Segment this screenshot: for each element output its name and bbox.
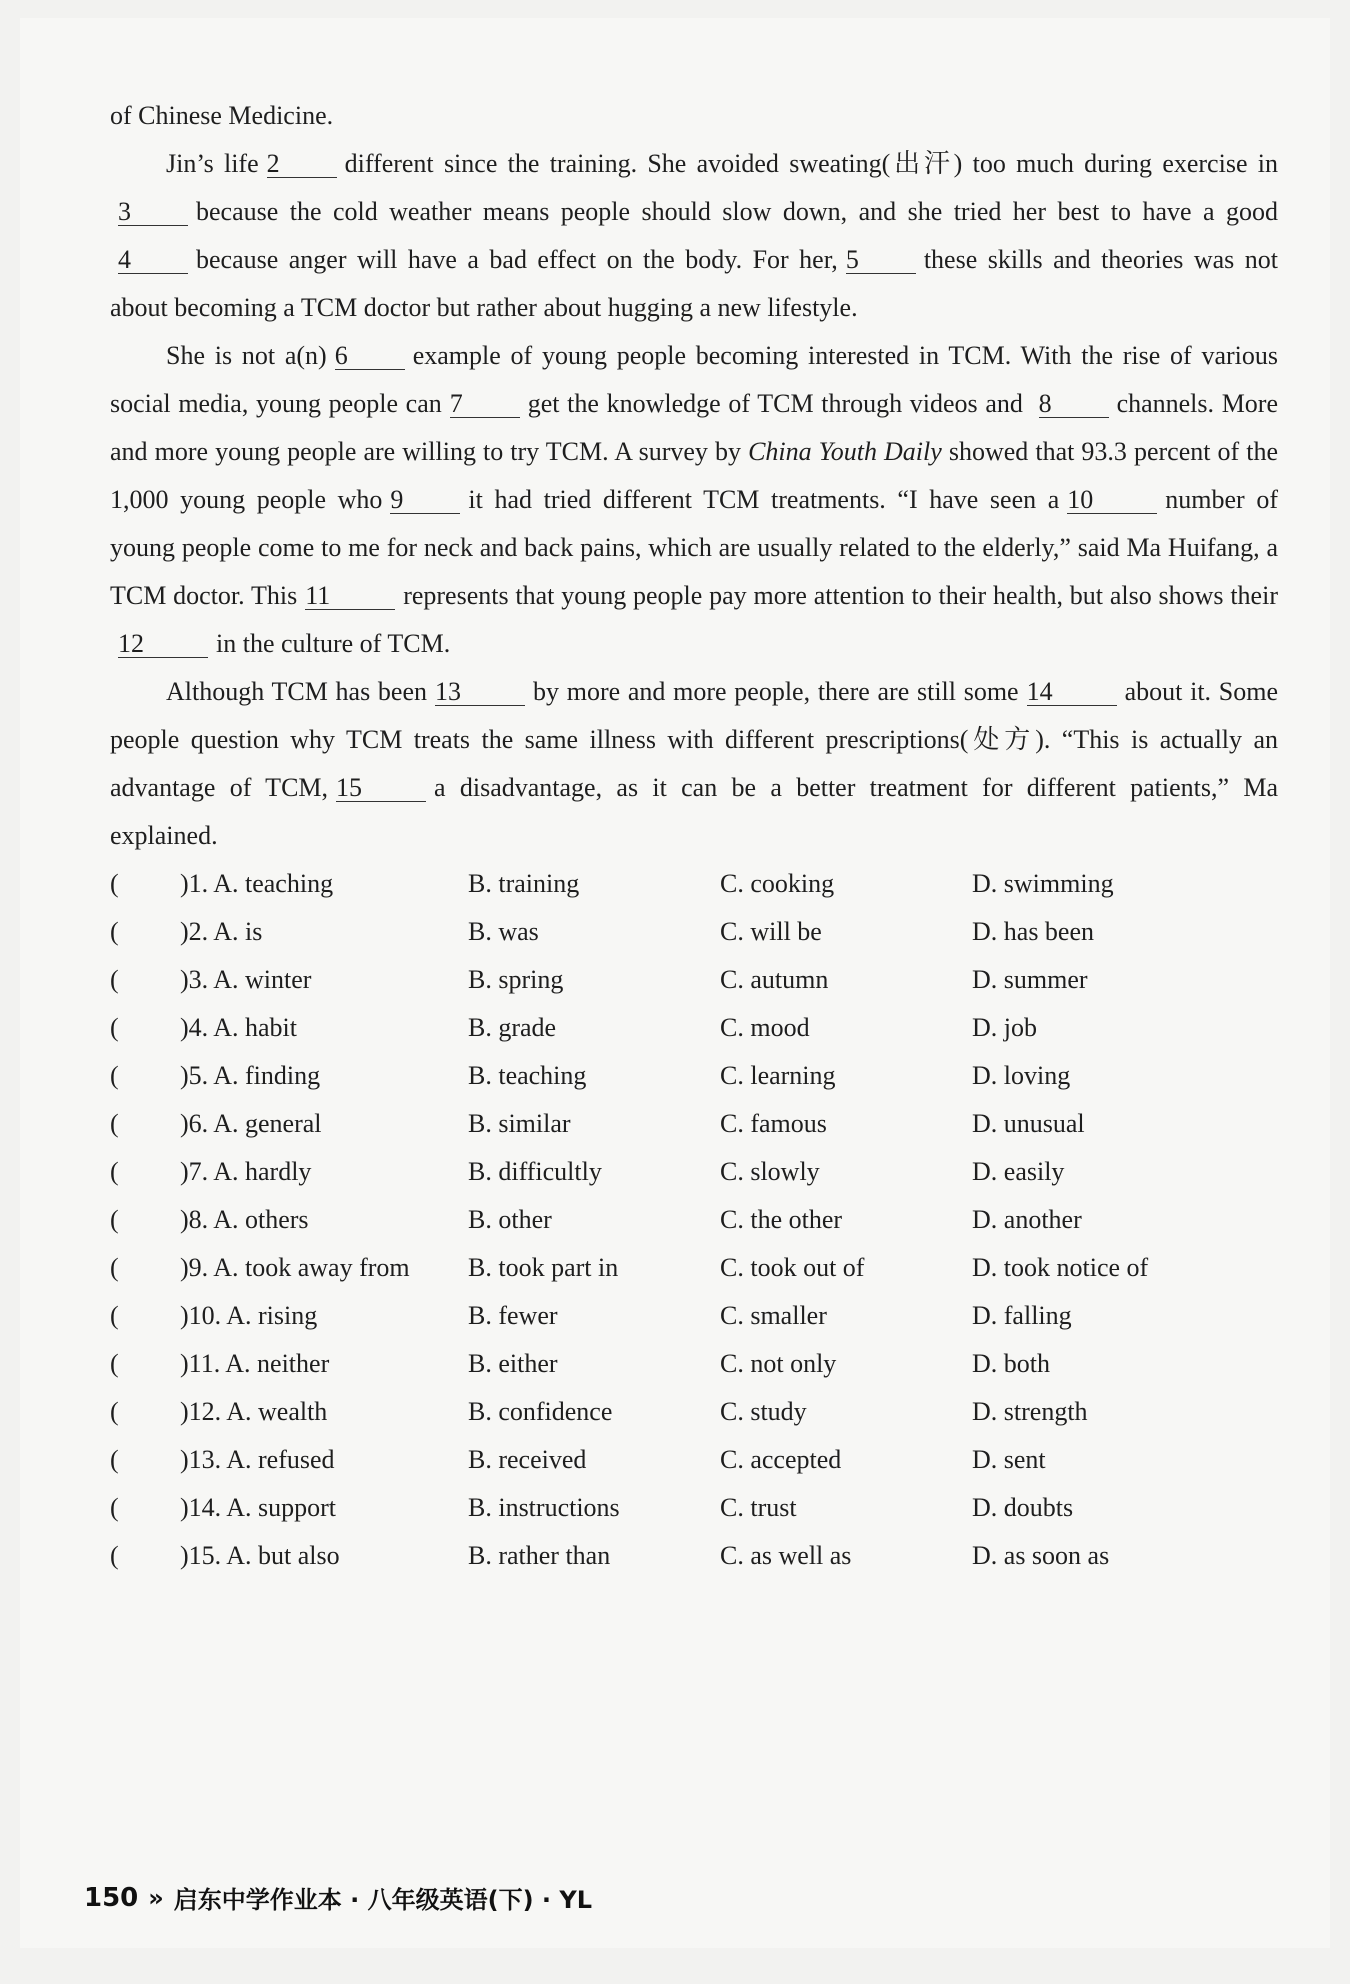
paragraph-text: because anger will have a bad effect on the body. For her, <box>196 245 838 274</box>
blank-3: 3 <box>118 199 188 226</box>
option-d: D. unusual <box>972 1109 1085 1138</box>
paragraph-text: because the cold weather means people should slow down, and she tried her best to have a good <box>196 197 1278 226</box>
option-c: C. mood <box>720 1013 810 1042</box>
option-b: B. spring <box>468 965 564 994</box>
option-c: C. the other <box>720 1205 843 1234</box>
option-b: B. was <box>468 917 539 946</box>
option-d: D. doubts <box>972 1493 1074 1522</box>
option-c: C. will be <box>720 917 822 946</box>
blank-11: 11 <box>305 583 395 610</box>
option-row <box>110 1100 1278 1148</box>
paren-open: ( <box>110 1445 119 1474</box>
answer-paren[interactable] <box>110 1244 180 1292</box>
book-title: 启东中学作业本 · 八年级英语(下) · YL <box>173 1886 593 1914</box>
answer-paren[interactable] <box>110 1388 180 1436</box>
paragraph-0 <box>110 92 1278 140</box>
option-a: )7. A. hardly <box>180 1157 312 1186</box>
paragraph-text: different since the training. She avoided sweating(出汗) too much during exercise in <box>344 149 1278 178</box>
paren-open: ( <box>110 1013 119 1042</box>
option-a: )10. A. rising <box>180 1301 318 1330</box>
answer-paren[interactable] <box>110 1148 180 1196</box>
option-a: )5. A. finding <box>180 1061 321 1090</box>
option-c: C. famous <box>720 1109 827 1138</box>
option-d: D. as soon as <box>972 1541 1110 1570</box>
option-b: B. received <box>468 1445 587 1474</box>
source-title: China Youth Daily <box>748 437 942 466</box>
answer-paren[interactable] <box>110 1292 180 1340</box>
options-list <box>110 860 1278 1580</box>
paragraph-text: about it. Some people question why TCM treats the same illness with different prescriptions(处方). “This is actually an advantage of TCM, <box>110 677 1278 802</box>
option-b: B. difficultly <box>468 1157 602 1186</box>
option-d: D. both <box>972 1349 1050 1378</box>
answer-paren[interactable] <box>110 1196 180 1244</box>
blank-2: 2 <box>267 151 337 178</box>
page-number: 150 <box>84 1882 139 1913</box>
paragraph-text: in the culture of TCM. <box>216 629 451 658</box>
option-row <box>110 1532 1278 1580</box>
option-row <box>110 1004 1278 1052</box>
paren-open: ( <box>110 1541 119 1570</box>
option-c: C. autumn <box>720 965 829 994</box>
option-b: B. similar <box>468 1109 571 1138</box>
paren-open: ( <box>110 917 119 946</box>
option-c: C. trust <box>720 1493 797 1522</box>
option-a: )6. A. general <box>180 1109 322 1138</box>
option-row <box>110 1244 1278 1292</box>
paren-open: ( <box>110 869 119 898</box>
option-row <box>110 908 1278 956</box>
option-c: C. not only <box>720 1349 837 1378</box>
paren-open: ( <box>110 1205 119 1234</box>
option-d: D. loving <box>972 1061 1071 1090</box>
page <box>20 18 1330 1948</box>
paragraph-text: showed that 93.3 percent of the 1,000 young people who <box>110 437 1278 514</box>
option-a: )12. A. wealth <box>180 1397 328 1426</box>
option-a: )15. A. but also <box>180 1541 340 1570</box>
answer-paren[interactable] <box>110 1052 180 1100</box>
option-c: C. smaller <box>720 1301 827 1330</box>
paragraph-text: number of young people come to me for neck and back pains, which are usually related to the elderly,” said Ma Huifang, a TCM doctor. This <box>110 485 1278 610</box>
option-a: )13. A. refused <box>180 1445 335 1474</box>
paren-open: ( <box>110 1061 119 1090</box>
option-row <box>110 1292 1278 1340</box>
option-b: B. other <box>468 1205 552 1234</box>
paragraph-text: channels. More and more young people are willing to try TCM. A survey by <box>110 389 1279 466</box>
blank-7: 7 <box>450 391 520 418</box>
option-b: B. rather than <box>468 1541 611 1570</box>
option-b: B. teaching <box>468 1061 587 1090</box>
option-a: )2. A. is <box>180 917 263 946</box>
paragraph-3 <box>110 668 1278 860</box>
paragraph-1 <box>110 140 1278 332</box>
paragraph-text: example of young people becoming interested in TCM. With the rise of various social media, young people can <box>110 341 1279 418</box>
option-d: D. job <box>972 1013 1037 1042</box>
option-b: B. took part in <box>468 1253 619 1282</box>
option-b: B. instructions <box>468 1493 620 1522</box>
option-row <box>110 1436 1278 1484</box>
paragraph-text: Jin’s life <box>166 149 259 178</box>
paragraph-text: represents that young people pay more attention to their health, but also shows their <box>403 581 1278 610</box>
paren-open: ( <box>110 1397 119 1426</box>
option-row <box>110 1340 1278 1388</box>
paragraph-text: it had tried different TCM treatments. “I have seen a <box>468 485 1060 514</box>
option-d: D. strength <box>972 1397 1088 1426</box>
option-row <box>110 1484 1278 1532</box>
option-c: C. learning <box>720 1061 836 1090</box>
option-row <box>110 1148 1278 1196</box>
blank-5: 5 <box>846 247 916 274</box>
blank-12: 12 <box>118 631 208 658</box>
answer-paren[interactable] <box>110 1100 180 1148</box>
option-c: C. accepted <box>720 1445 842 1474</box>
paragraph-text: by more and more people, there are still some <box>533 677 1019 706</box>
answer-paren[interactable] <box>110 956 180 1004</box>
option-b: B. training <box>468 869 580 898</box>
blank-14: 14 <box>1027 679 1117 706</box>
blank-8: 8 <box>1039 391 1109 418</box>
page-footer <box>84 1880 592 1915</box>
option-a: )9. A. took away from <box>180 1253 410 1282</box>
answer-paren[interactable] <box>110 1340 180 1388</box>
option-row <box>110 956 1278 1004</box>
paragraph-text: of Chinese Medicine. <box>110 101 334 130</box>
option-a: )4. A. habit <box>180 1013 297 1042</box>
blank-4: 4 <box>118 247 188 274</box>
option-a: )3. A. winter <box>180 965 312 994</box>
option-d: D. summer <box>972 965 1088 994</box>
option-d: D. easily <box>972 1157 1065 1186</box>
paragraph-2 <box>110 332 1278 668</box>
option-c: C. took out of <box>720 1253 865 1282</box>
option-d: D. falling <box>972 1301 1072 1330</box>
paren-open: ( <box>110 965 119 994</box>
paragraph-text: She is not a(n) <box>166 341 327 370</box>
option-a: )11. A. neither <box>180 1349 330 1378</box>
option-c: C. study <box>720 1397 807 1426</box>
paragraph-text: get the knowledge of TCM through videos and <box>527 389 1023 418</box>
option-d: D. another <box>972 1205 1082 1234</box>
paren-open: ( <box>110 1301 119 1330</box>
paragraph-text: these skills and theories was not about becoming a TCM doctor but rather about hugging a new lifestyle. <box>110 245 1278 322</box>
chevron-right-icon: » <box>148 1883 164 1912</box>
blank-15: 15 <box>336 775 426 802</box>
answer-paren[interactable] <box>110 860 180 908</box>
paren-open: ( <box>110 1109 119 1138</box>
paren-open: ( <box>110 1349 119 1378</box>
option-c: C. slowly <box>720 1157 820 1186</box>
option-b: B. either <box>468 1349 558 1378</box>
option-row <box>110 1388 1278 1436</box>
option-row <box>110 860 1278 908</box>
option-b: B. confidence <box>468 1397 613 1426</box>
option-d: D. has been <box>972 917 1095 946</box>
paragraph-text: Although TCM has been <box>166 677 428 706</box>
answer-paren[interactable] <box>110 908 180 956</box>
blank-6: 6 <box>335 343 405 370</box>
paragraph-text: a disadvantage, as it can be a better treatment for different patients,” Ma explained. <box>110 773 1278 850</box>
option-a: )1. A. teaching <box>180 869 334 898</box>
option-b: B. grade <box>468 1013 557 1042</box>
answer-paren[interactable] <box>110 1532 180 1580</box>
answer-paren[interactable] <box>110 1436 180 1484</box>
option-row <box>110 1052 1278 1100</box>
option-d: D. swimming <box>972 869 1114 898</box>
option-d: D. sent <box>972 1445 1046 1474</box>
blank-9: 9 <box>390 487 460 514</box>
content <box>110 92 1278 1580</box>
option-b: B. fewer <box>468 1301 558 1330</box>
paren-open: ( <box>110 1253 119 1282</box>
option-c: C. cooking <box>720 869 835 898</box>
option-a: )14. A. support <box>180 1493 336 1522</box>
answer-paren[interactable] <box>110 1004 180 1052</box>
blank-10: 10 <box>1067 487 1157 514</box>
option-c: C. as well as <box>720 1541 852 1570</box>
option-row <box>110 1196 1278 1244</box>
option-a: )8. A. others <box>180 1205 309 1234</box>
paren-open: ( <box>110 1157 119 1186</box>
answer-paren[interactable] <box>110 1484 180 1532</box>
option-d: D. took notice of <box>972 1253 1149 1282</box>
paren-open: ( <box>110 1493 119 1522</box>
blank-13: 13 <box>435 679 525 706</box>
